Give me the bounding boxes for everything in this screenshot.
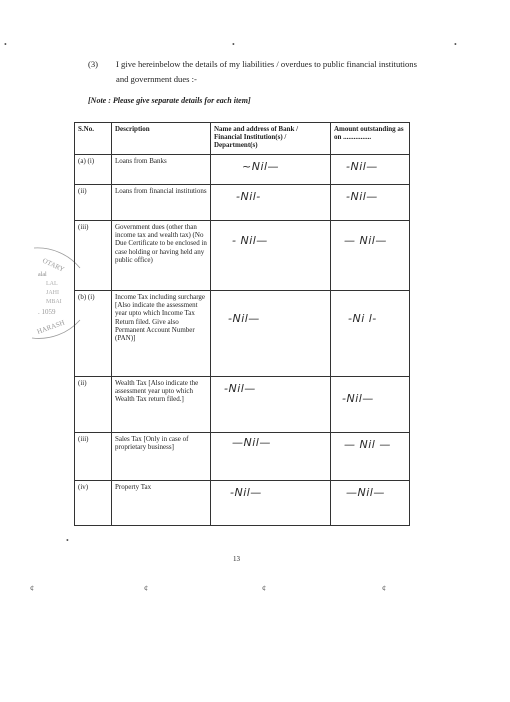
handwritten-nil: -Nil— [342, 392, 374, 405]
margin-mark: • [454, 40, 457, 49]
handwritten-nil: -Nil— [228, 312, 260, 325]
handwritten-nil: -Nil— [224, 382, 256, 395]
svg-text:. 1059: . 1059 [38, 308, 56, 316]
row-sno: (ii) [75, 377, 112, 433]
margin-mark: ¢ [30, 584, 34, 593]
row-description: Wealth Tax [Also indicate the assessment year upto which Wealth Tax return filed.] [112, 377, 211, 433]
handwritten-nil: —Nil— [232, 436, 271, 449]
margin-mark: • [232, 40, 235, 49]
handwritten-nil: -Nil— [346, 190, 378, 203]
row-amount-cell [331, 185, 410, 221]
row-sno: (iii) [75, 221, 112, 291]
handwritten-nil: — Nil— [344, 234, 387, 247]
row-description: Government dues (other than income tax and wealth tax) (No Due Certificate to be enclosed in case holding or having held any public office) [112, 221, 211, 291]
row-amount-cell [331, 377, 410, 433]
handwritten-nil: —Nil— [346, 486, 385, 499]
table-row [75, 291, 410, 377]
handwritten-nil: — Nil — [344, 438, 391, 451]
svg-text:MBAI: MBAI [46, 299, 62, 305]
table-row [75, 433, 410, 481]
margin-mark: ¢ [262, 584, 266, 593]
row-sno: (b) (i) [75, 291, 112, 377]
header-sno: S.No. [75, 123, 112, 155]
svg-text:JAHI: JAHI [46, 290, 59, 296]
item-number: (3) [88, 59, 99, 69]
intro-text: I give hereinbelow the details of my liabilities / overdues to public financial institutions and government dues :- [116, 59, 417, 84]
page-number: 13 [233, 555, 240, 563]
row-description: Income Tax including surcharge [Also indicate the assessment year upto which Income Tax Return filed. Give also Permanent Account Number (PAN)] [112, 291, 211, 377]
table-row [75, 221, 410, 291]
handwritten-nil: -Nil- [236, 190, 261, 203]
table-row [75, 377, 410, 433]
row-amount-cell [331, 291, 410, 377]
row-description: Loans from Banks [112, 155, 211, 185]
margin-mark: ¢ [382, 584, 386, 593]
margin-mark: • [66, 536, 69, 545]
row-amount-cell [331, 433, 410, 481]
row-name-cell [211, 377, 331, 433]
row-description: Property Tax [112, 481, 211, 526]
handwritten-nil: -Nil— [346, 160, 378, 173]
table-row [75, 155, 410, 185]
table-row [75, 481, 410, 526]
liabilities-table [74, 122, 410, 526]
handwritten-nil: -Nil— [230, 486, 262, 499]
row-description: Loans from financial institutions [112, 185, 211, 221]
row-sno: (a) (i) [75, 155, 112, 185]
row-name-cell [211, 481, 331, 526]
svg-text:OTARY: OTARY [41, 256, 66, 274]
row-name-cell [211, 433, 331, 481]
note-text: [Note : Please give separate details for each item] [88, 96, 251, 105]
header-amount: Amount outstanding as on ................ [331, 123, 410, 155]
header-name-address: Name and address of Bank / Financial Institution(s) / Department(s) [211, 123, 331, 155]
svg-text:alal: alal [38, 272, 47, 278]
svg-text:LAL: LAL [46, 281, 58, 287]
handwritten-nil: - Nil— [232, 234, 268, 247]
row-description: Sales Tax [Only in case of proprietary business] [112, 433, 211, 481]
row-sno: (iii) [75, 433, 112, 481]
row-amount-cell [331, 481, 410, 526]
row-name-cell [211, 185, 331, 221]
margin-mark: ¢ [144, 584, 148, 593]
row-amount-cell [331, 221, 410, 291]
handwritten-nil: ~Nil— [242, 160, 280, 173]
row-amount-cell [331, 155, 410, 185]
table-header-row [75, 123, 410, 155]
row-name-cell [211, 291, 331, 377]
row-name-cell [211, 155, 331, 185]
margin-mark: • [4, 40, 7, 49]
row-sno: (iv) [75, 481, 112, 526]
handwritten-nil: -Ni l- [348, 312, 377, 325]
row-name-cell [211, 221, 331, 291]
row-sno: (ii) [75, 185, 112, 221]
liabilities-intro [88, 57, 418, 87]
header-description: Description [112, 123, 211, 155]
table-row [75, 185, 410, 221]
svg-text:HARASH: HARASH [35, 318, 66, 336]
